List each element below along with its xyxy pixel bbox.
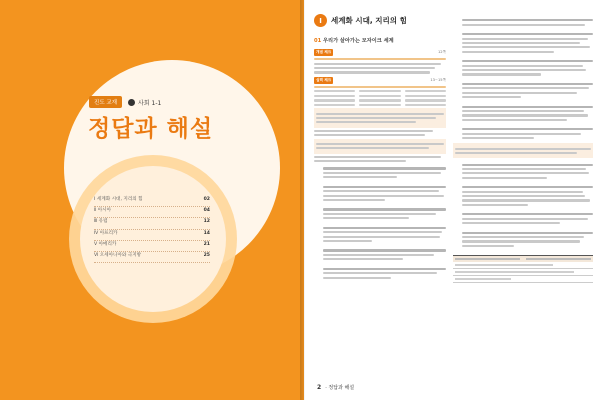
answer-line: [314, 156, 441, 158]
answer-line: [314, 134, 425, 136]
list-item: [453, 31, 593, 55]
page-title: 정답과 해설: [88, 116, 214, 142]
page-footer: [317, 384, 354, 391]
unit-title: 세계화 시대, 지리의 힘: [331, 16, 407, 25]
toc-item[interactable]: [94, 230, 210, 241]
footer-text: · 정답과 해설: [325, 385, 355, 391]
toc-item[interactable]: [94, 252, 210, 263]
badge: 진도 교재: [89, 96, 122, 108]
list-item: [453, 58, 593, 78]
answer-line: [314, 160, 406, 162]
subject-icon: [128, 99, 135, 106]
list-item: [314, 206, 446, 221]
toc-item-label: Ⅱ 아시아: [94, 208, 112, 214]
skill-check-rule: [314, 86, 446, 88]
page-number: 2: [317, 384, 322, 391]
skill-check-label: 실력 체크: [316, 77, 332, 82]
skill-check-page: 13~15쪽: [430, 77, 446, 82]
concept-check-label: 개념 체크: [316, 50, 332, 54]
toc-item-page: 04: [203, 208, 210, 214]
list-item: [453, 229, 593, 249]
toc-item-label: Ⅰ 세계화 시대, 지리의 힘: [94, 197, 143, 202]
list-item: [314, 266, 446, 281]
list-item: [314, 165, 446, 180]
answer-line: [314, 67, 435, 69]
section-title: [314, 37, 446, 44]
toc-item-page: 02: [203, 197, 210, 202]
toc-item-label: Ⅲ 유럽: [94, 219, 108, 225]
list-item: [453, 184, 593, 208]
concept-check-rule: [314, 58, 446, 60]
toc-item[interactable]: [94, 241, 210, 252]
answer-column-right: [453, 14, 593, 283]
list-item: [453, 17, 593, 28]
skill-check-header: [314, 77, 446, 84]
toc-item[interactable]: [94, 218, 210, 229]
toc-item-page: 21: [203, 241, 210, 247]
toc-item-page: 12: [203, 219, 210, 225]
list-item: [453, 81, 593, 101]
list-item: [453, 161, 593, 181]
answer-line: [314, 130, 433, 132]
concept-check-header: [314, 49, 446, 56]
cover-tag-row: [89, 96, 161, 108]
explanation-note: [314, 139, 446, 154]
answer-line: [314, 63, 441, 65]
subject-label: [128, 98, 161, 107]
list-item: [453, 103, 593, 123]
answer-line: [314, 71, 430, 73]
subject-text: 사회 1-1: [138, 99, 162, 107]
list-item: [314, 184, 446, 204]
toc-item[interactable]: [94, 207, 210, 218]
toc-item-label: Ⅵ 오세아니아와 극지방: [94, 252, 142, 258]
explanation-note: [314, 108, 446, 127]
unit-number: Ⅰ: [314, 14, 327, 27]
toc-item-page: 14: [203, 230, 210, 236]
explanation-note: [453, 143, 593, 158]
toc-item-label: Ⅳ 아프리카: [94, 230, 118, 236]
section-title-text: 우리가 살아가는 모자이크 세계: [323, 38, 394, 44]
table-of-contents: [94, 196, 210, 263]
concept-check-page: 12쪽: [437, 50, 446, 54]
answer-column-left: [314, 14, 446, 281]
list-item: [314, 225, 446, 245]
list-item: [453, 126, 593, 141]
answer-grid: [314, 90, 446, 106]
list-item: [314, 247, 446, 262]
answer-table: [453, 255, 593, 283]
toc-item[interactable]: [94, 196, 210, 207]
toc-item-page: 25: [203, 252, 210, 258]
toc-item-label: Ⅴ 아메리카: [94, 241, 117, 247]
section-number: 01: [314, 38, 322, 44]
list-item: [453, 211, 593, 226]
unit-header: [314, 14, 446, 27]
